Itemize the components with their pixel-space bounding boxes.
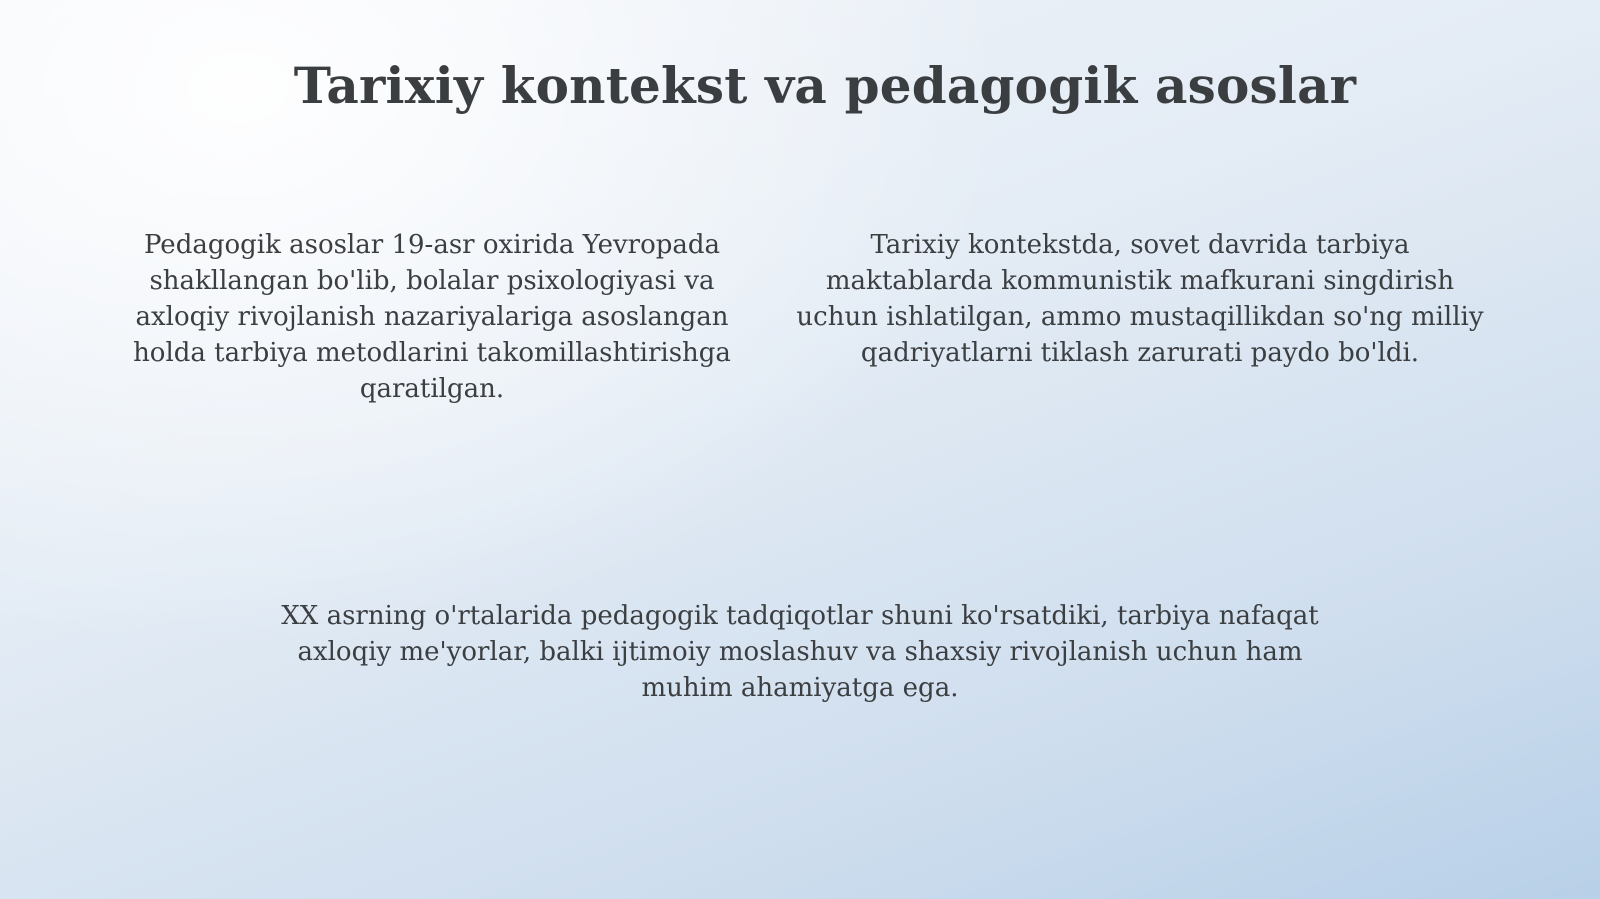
right-paragraph: Tarixiy kontekstda, sovet davrida tarbiya maktablarda kommunistik mafkurani singdirish uchun ishlatilgan, ammo mustaqillikdan so'ng milliy qadriyatlarni tiklash zarurati paydo bo'ldi. — [796, 230, 1484, 368]
slide-title: Tarixiy kontekst va pedagogik asoslar — [293, 56, 1357, 115]
bottom-paragraph: XX asrning o'rtalarida pedagogik tadqiqotlar shuni ko'rsatdiki, tarbiya nafaqat axloqiy me'yorlar, balki ijtimoiy moslashuv va shaxsiy rivojlanish uchun ham muhim ahamiyatga ega. — [281, 601, 1319, 703]
left-paragraph: Pedagogik asoslar 19-asr oxirida Yevropada shakllangan bo'lib, bolalar psixologiyasi va axloqiy rivojlanish nazariyalariga asoslangan holda tarbiya metodlarini takomillashtirishga qaratilgan. — [133, 230, 731, 404]
